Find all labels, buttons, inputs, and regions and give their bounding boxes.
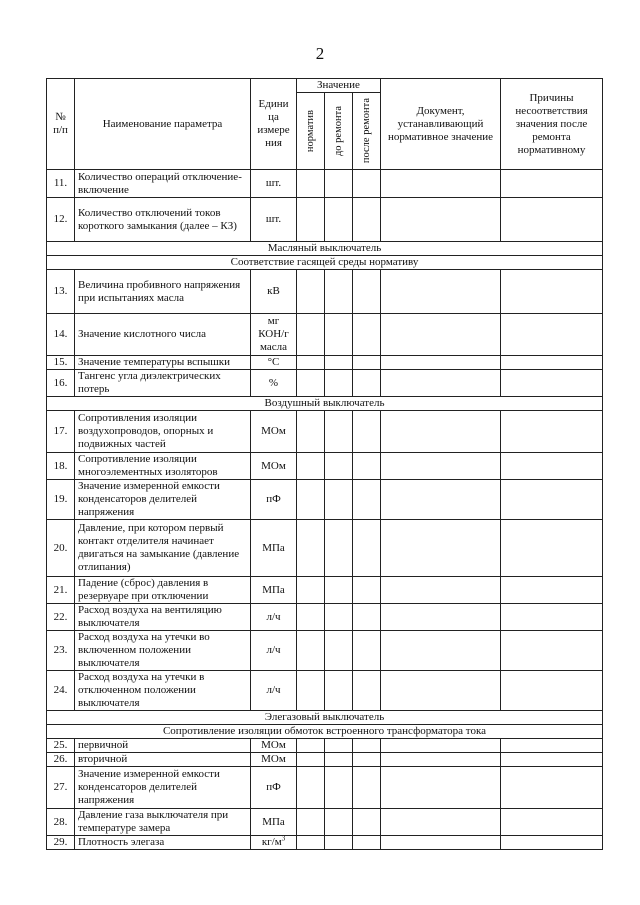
unit-text: МПа (262, 583, 285, 596)
row-number: 12. (47, 198, 75, 242)
section-title: Элегазовый выключатель (47, 711, 603, 725)
reason-cell (501, 753, 603, 767)
row-number: 17. (47, 411, 75, 453)
document-cell (381, 453, 501, 480)
unit-text: л/ч (266, 684, 281, 696)
table-row (47, 671, 603, 711)
row-number: 18. (47, 453, 75, 480)
unit-text: пФ (266, 493, 281, 505)
before-repair-cell (325, 767, 353, 809)
parameter-name: Значение измеренной емкости конденсаторов делителей напряжения (75, 767, 251, 809)
after-repair-cell (353, 411, 381, 453)
section-row (47, 725, 603, 739)
table-row (47, 836, 603, 850)
header-name: Наименование параметра (75, 79, 251, 170)
reason-cell (501, 631, 603, 671)
unit-text: МОм (261, 753, 286, 765)
header-value-group: Значение (297, 79, 381, 93)
before-repair-cell (325, 604, 353, 631)
document-cell (381, 314, 501, 356)
header-num: № п/п (47, 79, 75, 170)
reason-cell (501, 170, 603, 198)
unit-cell (251, 520, 297, 577)
parameters-table (46, 78, 603, 850)
header-reasons: Причины несоответствия значения после ремонта нормативному (501, 79, 603, 170)
before-repair-cell (325, 270, 353, 314)
header-unit: Едини ца измере ния (251, 79, 297, 170)
parameter-name: Сопротивление изоляции многоэлементных изоляторов (75, 453, 251, 480)
parameter-name: вторичной (75, 753, 251, 767)
unit-text: МПа (262, 541, 285, 554)
normativ-cell (297, 480, 325, 520)
row-number: 14. (47, 314, 75, 356)
section-title: Воздушный выключатель (47, 397, 603, 411)
after-repair-cell (353, 356, 381, 370)
reason-cell (501, 809, 603, 836)
reason-cell (501, 604, 603, 631)
header-after (353, 93, 381, 170)
reason-cell (501, 836, 603, 850)
table-header-row (47, 79, 603, 93)
table-body (47, 79, 603, 850)
reason-cell (501, 314, 603, 356)
before-repair-cell (325, 836, 353, 850)
document-cell (381, 753, 501, 767)
reason-cell (501, 270, 603, 314)
unit-cell (251, 809, 297, 836)
reason-cell (501, 453, 603, 480)
table-row (47, 480, 603, 520)
before-repair-cell (325, 520, 353, 577)
after-repair-cell (353, 170, 381, 198)
unit-cell (251, 314, 297, 356)
document-cell (381, 198, 501, 242)
after-repair-cell (353, 577, 381, 604)
row-number: 15. (47, 356, 75, 370)
header-before (325, 93, 353, 170)
unit-cell (251, 370, 297, 397)
table-row (47, 314, 603, 356)
before-repair-cell (325, 739, 353, 753)
table-row (47, 520, 603, 577)
unit-text: шт. (265, 213, 282, 225)
row-number: 29. (47, 836, 75, 850)
document-cell (381, 631, 501, 671)
after-repair-cell (353, 314, 381, 356)
table-row (47, 809, 603, 836)
before-repair-cell (325, 356, 353, 370)
after-repair-cell (353, 739, 381, 753)
after-repair-cell (353, 836, 381, 850)
unit-text: шт. (265, 177, 282, 189)
row-number: 20. (47, 520, 75, 577)
unit-cell (251, 631, 297, 671)
header-normativ (297, 93, 325, 170)
page-number: 2 (315, 44, 325, 63)
document-cell (381, 370, 501, 397)
parameter-name: Расход воздуха на утечки в отключенном положении выключателя (75, 671, 251, 711)
section-title: Сопротивление изоляции обмоток встроенного трансформатора тока (47, 725, 603, 739)
table-row (47, 270, 603, 314)
parameter-name: Плотность элегаза (75, 836, 251, 850)
unit-text: МОм (261, 459, 286, 472)
parameter-name: Количество отключений токов короткого замыкания (далее – КЗ) (75, 198, 251, 242)
after-repair-cell (353, 753, 381, 767)
unit-cell (251, 270, 297, 314)
reason-cell (501, 671, 603, 711)
normativ-cell (297, 170, 325, 198)
unit-cell (251, 480, 297, 520)
parameter-name: Расход воздуха на утечки во включенном положении выключателя (75, 631, 251, 671)
before-repair-cell (325, 370, 353, 397)
unit-cell (251, 356, 297, 370)
table-row (47, 753, 603, 767)
table-row (47, 198, 603, 242)
document-cell (381, 767, 501, 809)
after-repair-cell (353, 604, 381, 631)
parameter-name: Количество операций отключение-включение (75, 170, 251, 198)
table-row (47, 577, 603, 604)
after-repair-cell (353, 480, 381, 520)
before-repair-cell (325, 314, 353, 356)
document-cell (381, 411, 501, 453)
after-repair-cell (353, 809, 381, 836)
table-row (47, 370, 603, 397)
header-normativ-text: норматив (305, 109, 316, 153)
unit-text: кВ (267, 285, 280, 297)
after-repair-cell (353, 370, 381, 397)
table-row (47, 453, 603, 480)
unit-superscript: 3 (281, 835, 286, 843)
normativ-cell (297, 631, 325, 671)
unit-text: кг/м (261, 836, 282, 848)
row-number: 13. (47, 270, 75, 314)
after-repair-cell (353, 520, 381, 577)
reason-cell (501, 767, 603, 809)
normativ-cell (297, 356, 325, 370)
before-repair-cell (325, 480, 353, 520)
normativ-cell (297, 836, 325, 850)
row-number: 25. (47, 739, 75, 753)
after-repair-cell (353, 198, 381, 242)
row-number: 16. (47, 370, 75, 397)
before-repair-cell (325, 753, 353, 767)
unit-text: МОм (261, 739, 286, 751)
before-repair-cell (325, 170, 353, 198)
unit-cell (251, 604, 297, 631)
normativ-cell (297, 370, 325, 397)
reason-cell (501, 370, 603, 397)
unit-text: МОм (261, 425, 286, 437)
row-number: 19. (47, 480, 75, 520)
parameter-name: Тангенс угла диэлектрических потерь (75, 370, 251, 397)
unit-cell (251, 767, 297, 809)
row-number: 28. (47, 809, 75, 836)
document-cell (381, 604, 501, 631)
unit-cell (251, 170, 297, 198)
before-repair-cell (325, 453, 353, 480)
after-repair-cell (353, 671, 381, 711)
table-row (47, 739, 603, 753)
reason-cell (501, 480, 603, 520)
parameter-name: Падение (сброс) давления в резервуаре при отключении (75, 577, 251, 604)
table-row (47, 604, 603, 631)
document-cell (381, 577, 501, 604)
normativ-cell (297, 753, 325, 767)
document-cell (381, 170, 501, 198)
unit-text: л/ч (266, 644, 281, 656)
header-after-text: после ремонта (361, 98, 372, 164)
row-number: 27. (47, 767, 75, 809)
before-repair-cell (325, 198, 353, 242)
table-row (47, 767, 603, 809)
row-number: 26. (47, 753, 75, 767)
normativ-cell (297, 739, 325, 753)
unit-cell (251, 198, 297, 242)
parameter-name: Сопротивления изоляции воздухопроводов, опорных и подвижных частей (75, 411, 251, 453)
normativ-cell (297, 809, 325, 836)
section-row (47, 242, 603, 256)
section-row (47, 397, 603, 411)
normativ-cell (297, 767, 325, 809)
document-cell (381, 809, 501, 836)
normativ-cell (297, 520, 325, 577)
normativ-cell (297, 314, 325, 356)
document-cell (381, 270, 501, 314)
table-row (47, 170, 603, 198)
parameter-name: Давление газа выключателя при температуре замера (75, 809, 251, 836)
parameter-name: Давление, при котором первый контакт отделителя начинает двигаться на замыкание (давление отлипания) (75, 520, 251, 577)
unit-text: мг КОН/г масла (258, 315, 289, 353)
before-repair-cell (325, 577, 353, 604)
reason-cell (501, 356, 603, 370)
row-number: 24. (47, 671, 75, 711)
after-repair-cell (353, 453, 381, 480)
unit-cell (251, 739, 297, 753)
document-cell (381, 739, 501, 753)
normativ-cell (297, 198, 325, 242)
normativ-cell (297, 453, 325, 480)
row-number: 22. (47, 604, 75, 631)
section-title: Соответствие гасящей среды нормативу (47, 256, 603, 270)
reason-cell (501, 198, 603, 242)
normativ-cell (297, 671, 325, 711)
document-cell (381, 671, 501, 711)
parameter-name: Расход воздуха на вентиляцию выключателя (75, 604, 251, 631)
row-number: 11. (47, 170, 75, 198)
unit-text: °С (267, 356, 280, 368)
unit-text: МПа (262, 815, 285, 828)
unit-cell (251, 453, 297, 480)
reason-cell (501, 520, 603, 577)
header-document: Документ, устанавливающий нормативное значение (381, 79, 501, 170)
unit-cell (251, 411, 297, 453)
document-cell (381, 480, 501, 520)
after-repair-cell (353, 767, 381, 809)
reason-cell (501, 411, 603, 453)
section-title: Масляный выключатель (47, 242, 603, 256)
unit-cell (251, 577, 297, 604)
document-cell (381, 356, 501, 370)
unit-cell (251, 671, 297, 711)
normativ-cell (297, 604, 325, 631)
row-number: 23. (47, 631, 75, 671)
before-repair-cell (325, 671, 353, 711)
parameter-name: первичной (75, 739, 251, 753)
parameter-name: Значение измеренной емкости конденсаторов делителей напряжения (75, 480, 251, 520)
parameter-name: Значение кислотного числа (75, 314, 251, 356)
normativ-cell (297, 411, 325, 453)
table-row (47, 631, 603, 671)
after-repair-cell (353, 270, 381, 314)
table-row (47, 411, 603, 453)
header-before-text: до ремонта (333, 105, 344, 157)
unit-cell (251, 753, 297, 767)
document-cell (381, 836, 501, 850)
before-repair-cell (325, 411, 353, 453)
unit-cell (251, 836, 297, 850)
before-repair-cell (325, 809, 353, 836)
reason-cell (501, 577, 603, 604)
row-number: 21. (47, 577, 75, 604)
normativ-cell (297, 577, 325, 604)
unit-text: % (268, 376, 279, 389)
after-repair-cell (353, 631, 381, 671)
parameter-name: Величина пробивного напряжения при испытаниях масла (75, 270, 251, 314)
unit-text: пФ (266, 781, 281, 793)
table-row (47, 356, 603, 370)
reason-cell (501, 739, 603, 753)
before-repair-cell (325, 631, 353, 671)
section-row (47, 256, 603, 270)
unit-text: л/ч (266, 610, 281, 623)
parameter-name: Значение температуры вспышки (75, 356, 251, 370)
section-row (47, 711, 603, 725)
normativ-cell (297, 270, 325, 314)
document-cell (381, 520, 501, 577)
